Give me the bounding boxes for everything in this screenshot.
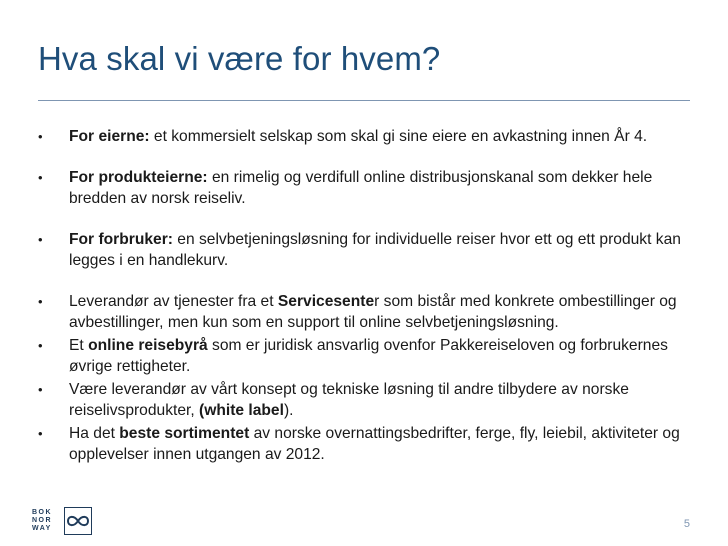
bullet-text: som er juridisk ansvarlig ovenfor Pakkereiseloven og forbrukernes øvrige rettigheter. [69, 337, 668, 375]
logo-line: NOR [32, 517, 53, 524]
bullet-text-pre: Et [69, 337, 89, 354]
bullet-bold: Servicesente [277, 293, 375, 310]
bullet-dot: • [38, 170, 43, 185]
bullet-dot: • [38, 338, 43, 353]
bullet-bold: For forbruker: [69, 231, 173, 248]
list-item [38, 291, 698, 333]
bullet-text-pre: Være leverandør av vårt konsept og tekniske løsning til andre tilbydere av norske reiselivsprodukter, [69, 381, 629, 419]
title-divider [38, 100, 690, 101]
bullet-text: et kommersielt selskap som skal gi sine eiere en avkastning innen År 4. [149, 128, 648, 145]
logo-line: BOK [32, 509, 53, 516]
bullet-dot: • [38, 382, 43, 397]
bullet-text-pre: Leverandør av tjenester fra et [69, 293, 278, 310]
list-item [38, 229, 698, 271]
bullet-dot: • [38, 129, 43, 144]
bullet-bold: For produkteierne: [69, 169, 208, 186]
slide-title: Hva skal vi være for hvem? [38, 40, 441, 77]
bullet-text-pre: Ha det [69, 425, 120, 442]
logo-line: WAY [32, 525, 52, 532]
bullet-bold: (white label [199, 402, 284, 419]
bullet-bold: For eierne: [69, 128, 150, 145]
page-number: 5 [683, 518, 690, 530]
list-item [38, 126, 698, 147]
bullet-text: en selvbetjeningsløsning for individuelle reiser hvor ett og ett produkt kan legges i en handlekurv. [69, 231, 681, 269]
bullet-dot: • [38, 426, 43, 441]
bullet-bold: online reisebyrå [88, 337, 208, 354]
bullet-bold: beste sortimentet [119, 425, 250, 442]
list-item [38, 167, 698, 209]
bullet-text: av norske overnattingsbedrifter, ferge, fly, leiebil, aktiviteter og opplevelser innen utgangen av 2012. [69, 425, 680, 463]
infinity-loop-icon [64, 507, 92, 535]
logo-wordmark [32, 509, 58, 533]
list-item [38, 379, 698, 421]
booknorway-logo [32, 504, 100, 538]
bullet-list [38, 126, 698, 465]
bullet-text: r som bistår med konkrete ombestillinger og avbestillinger, men kun som en support til online selvbetjeningsløsning. [69, 293, 677, 331]
bullet-text: en rimelig og verdifull online distribusjonskanal som dekker hele bredden av norsk reiseliv. [69, 169, 653, 207]
bullet-text: ). [283, 402, 294, 419]
list-item [38, 335, 698, 377]
bullet-dot: • [38, 232, 43, 247]
bullet-dot: • [38, 294, 43, 309]
list-item [38, 423, 698, 465]
